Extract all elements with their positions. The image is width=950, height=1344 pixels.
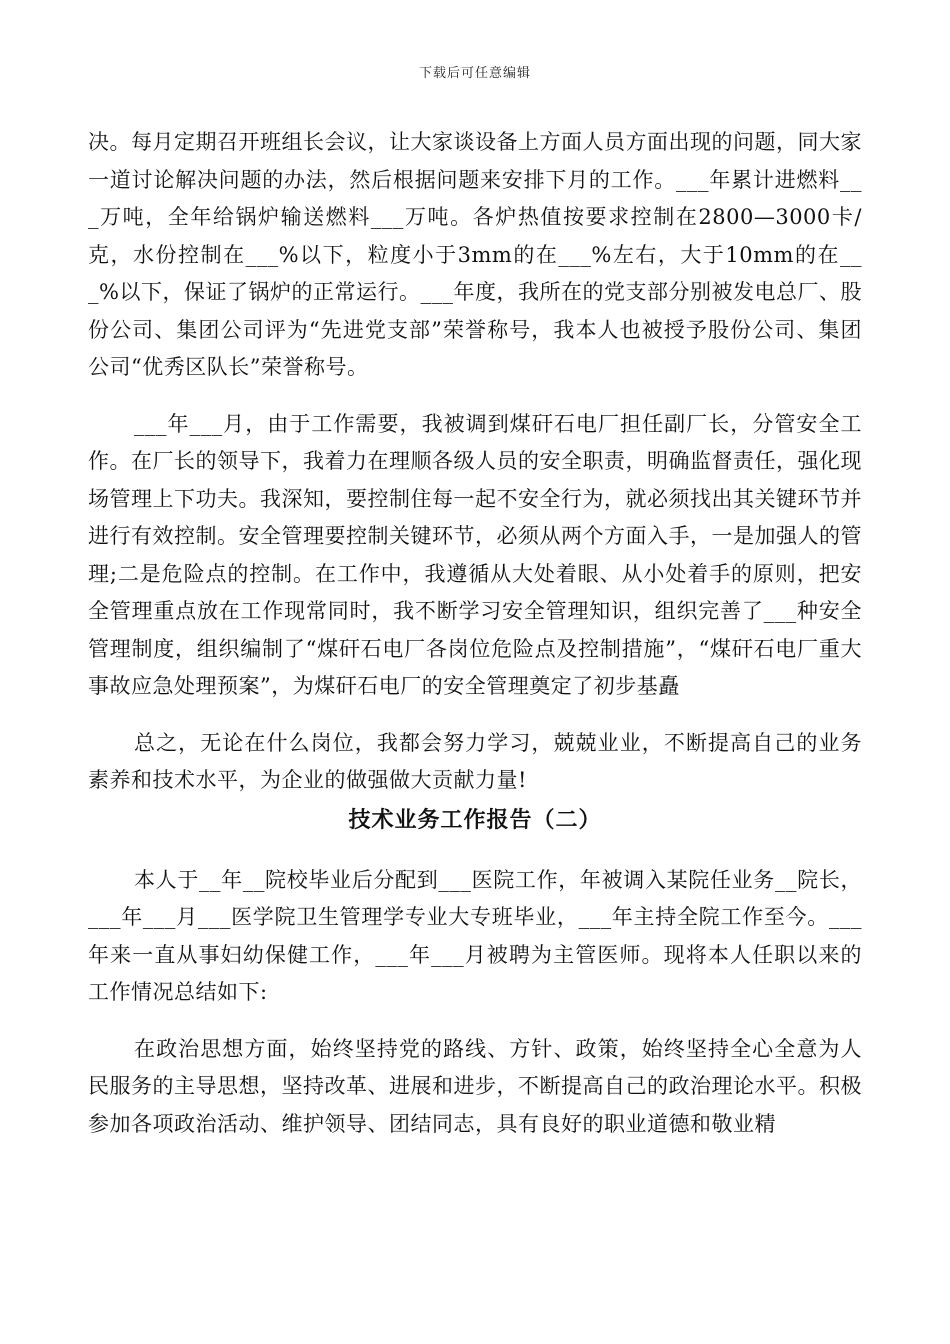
paragraph-political: 在政治思想方面，始终坚持党的路线、方针、政策，始终坚持全心全意为人民服务的主导思想，坚持改革、进展和进步，不断提高自己的政治理论水平。积极参加各项政治活动、维护领导、团结同志，具有良好的职业道德和敬业精: [88, 1036, 862, 1136]
page-header-note: 下载后可任意编辑: [418, 66, 531, 81]
paragraph-conclusion: 总之，无论在什么岗位，我都会努力学习，兢兢业业，不断提高自己的业务素养和技术水平，为企业的做强做大贡献力量!: [88, 730, 862, 792]
paragraph-intro: 本人于__年__院校毕业后分配到___医院工作，年被调入某院任业务__院长，___年___月___医学院卫生管理学专业大专班毕业，___年主持全院工作至今。___年来一直从事妇幼保健工作，___年___月被聘为主管医师。现将本人任职以来的工作情况总结如下:: [88, 867, 862, 1004]
paragraph-continuation: 决。每月定期召开班组长会议，让大家谈设备上方面人员方面出现的问题，同大家一道讨论解决问题的办法，然后根据问题来安排下月的工作。___年累计进燃料___万吨，全年给锅炉输送燃料___万吨。各炉热值按要求控制在2800—3000卡/克，水份控制在___%以下，粒度小于3mm的在___%左右，大于10mm的在___%以下，保证了锅炉的正常运行。___年度，我所在的党支部分别被发电总厂、股份公司、集团公司评为“先进党支部”荣誉称号，我本人也被授予股份公司、集团公司“优秀区队长”荣誉称号。: [88, 130, 862, 379]
paragraph-safety-work: ___年___月，由于工作需要，我被调到煤矸石电厂担任副厂长，分管安全工作。在厂长的领导下，我着力在理顺各级人员的安全职责，明确监督责任，强化现场管理上下功夫。我深知，要控制住每一起不安全行为，就必须找出其关键环节并进行有效控制。安全管理要控制关键环节，必须从两个方面入手，一是加强人的管理;二是危险点的控制。在工作中，我遵循从大处着眼、从小处着手的原则，把安全管理重点放在工作现常同时，我不断学习安全管理知识，组织完善了___种安全管理制度，组织编制了“煤矸石电厂各岗位危险点及控制措施”，“煤矸石电厂重大事故应急处理预案”，为煤矸石电厂的安全管理奠定了初步基矗: [88, 411, 862, 698]
section-title: 技术业务工作报告（二）: [348, 806, 602, 833]
document-body: [88, 124, 862, 1143]
